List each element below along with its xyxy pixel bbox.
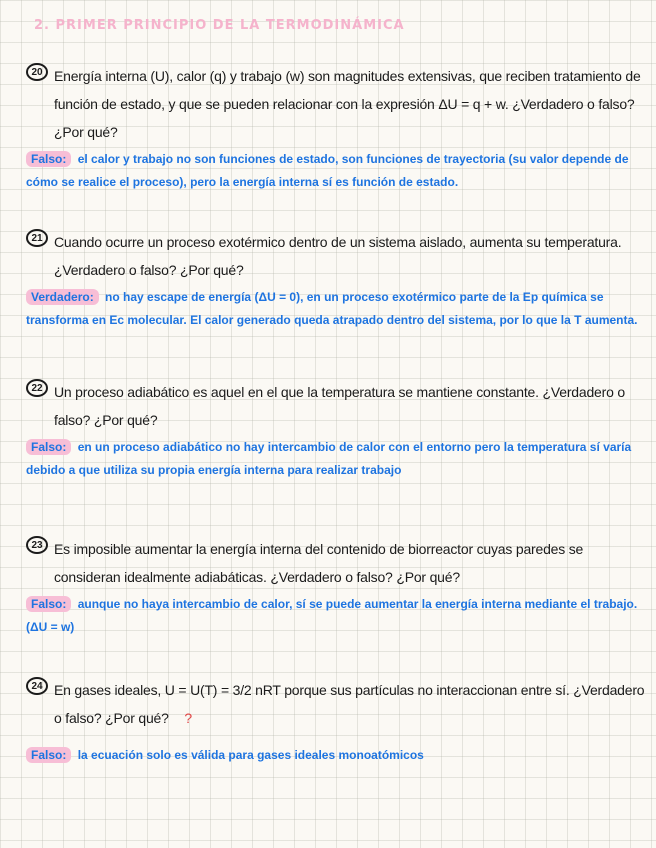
answer [26, 148, 646, 194]
question-text: Cuando ocurre un proceso exotérmico dentro de un sistema aislado, aumenta su temperatura. ¿Verdadero o falso? ¿Por qué? [54, 234, 622, 278]
answer-label: Falso: [26, 596, 71, 612]
question-number: 21 [26, 229, 48, 247]
answer-label: Verdadero: [26, 289, 99, 305]
answer-text: el calor y trabajo no son funciones de estado, son funciones de trayectoria (su valor depende de cómo se realice el proceso), pero la energía interna sí es función de estado. [26, 152, 629, 189]
question-23 [26, 535, 646, 639]
answer-label: Falso: [26, 151, 71, 167]
question-mark-annotation: ? [184, 710, 192, 726]
answer [26, 286, 646, 332]
question-text-content: En gases ideales, U = U(T) = 3/2 nRT porque sus partículas no interaccionan entre sí. ¿Verdadero o falso? ¿Por qué? [54, 682, 645, 726]
answer [26, 436, 646, 482]
question-20 [26, 62, 646, 194]
question-text: Un proceso adiabático es aquel en el que la temperatura se mantiene constante. ¿Verdadero o falso? ¿Por qué? [54, 384, 625, 428]
answer-text: aunque no haya intercambio de calor, sí se puede aumentar la energía interna mediante el trabajo. (ΔU = w) [26, 597, 638, 634]
question-number: 20 [26, 63, 48, 81]
question-21 [26, 228, 646, 332]
answer-label: Falso: [26, 439, 71, 455]
question-number: 22 [26, 379, 48, 397]
question-number: 23 [26, 536, 48, 554]
answer [26, 744, 646, 767]
question-text: Es imposible aumentar la energía interna del contenido de biorreactor cuyas paredes se consideran idealmente adiabáticas. ¿Verdadero o falso? ¿Por qué? [54, 541, 584, 585]
answer-text: no hay escape de energía (ΔU = 0), en un proceso exotérmico parte de la Ep química se transforma en Ec molecular. El calor generado queda atrapado dentro del sistema, por lo que la T aumenta. [26, 290, 638, 327]
question-24 [26, 676, 646, 767]
page-title: 2. PRIMER PRINCIPIO DE LA TERMODINÁMICA [34, 18, 405, 33]
answer-label: Falso: [26, 747, 71, 763]
answer [26, 593, 646, 639]
answer-text: en un proceso adiabático no hay intercambio de calor con el entorno pero la temperatura sí varía debido a que utiliza su propia energía interna para realizar trabajo [26, 440, 632, 477]
question-number: 24 [26, 677, 48, 695]
answer-text: la ecuación solo es válida para gases ideales monoatómicos [77, 748, 424, 762]
question-text [54, 676, 646, 732]
question-22 [26, 378, 646, 482]
question-text: Energía interna (U), calor (q) y trabajo (w) son magnitudes extensivas, que reciben tratamiento de función de estado, y que se pueden relacionar con la expresión ΔU = q + w. ¿Verdadero o falso? ¿Por qué? [54, 68, 641, 140]
